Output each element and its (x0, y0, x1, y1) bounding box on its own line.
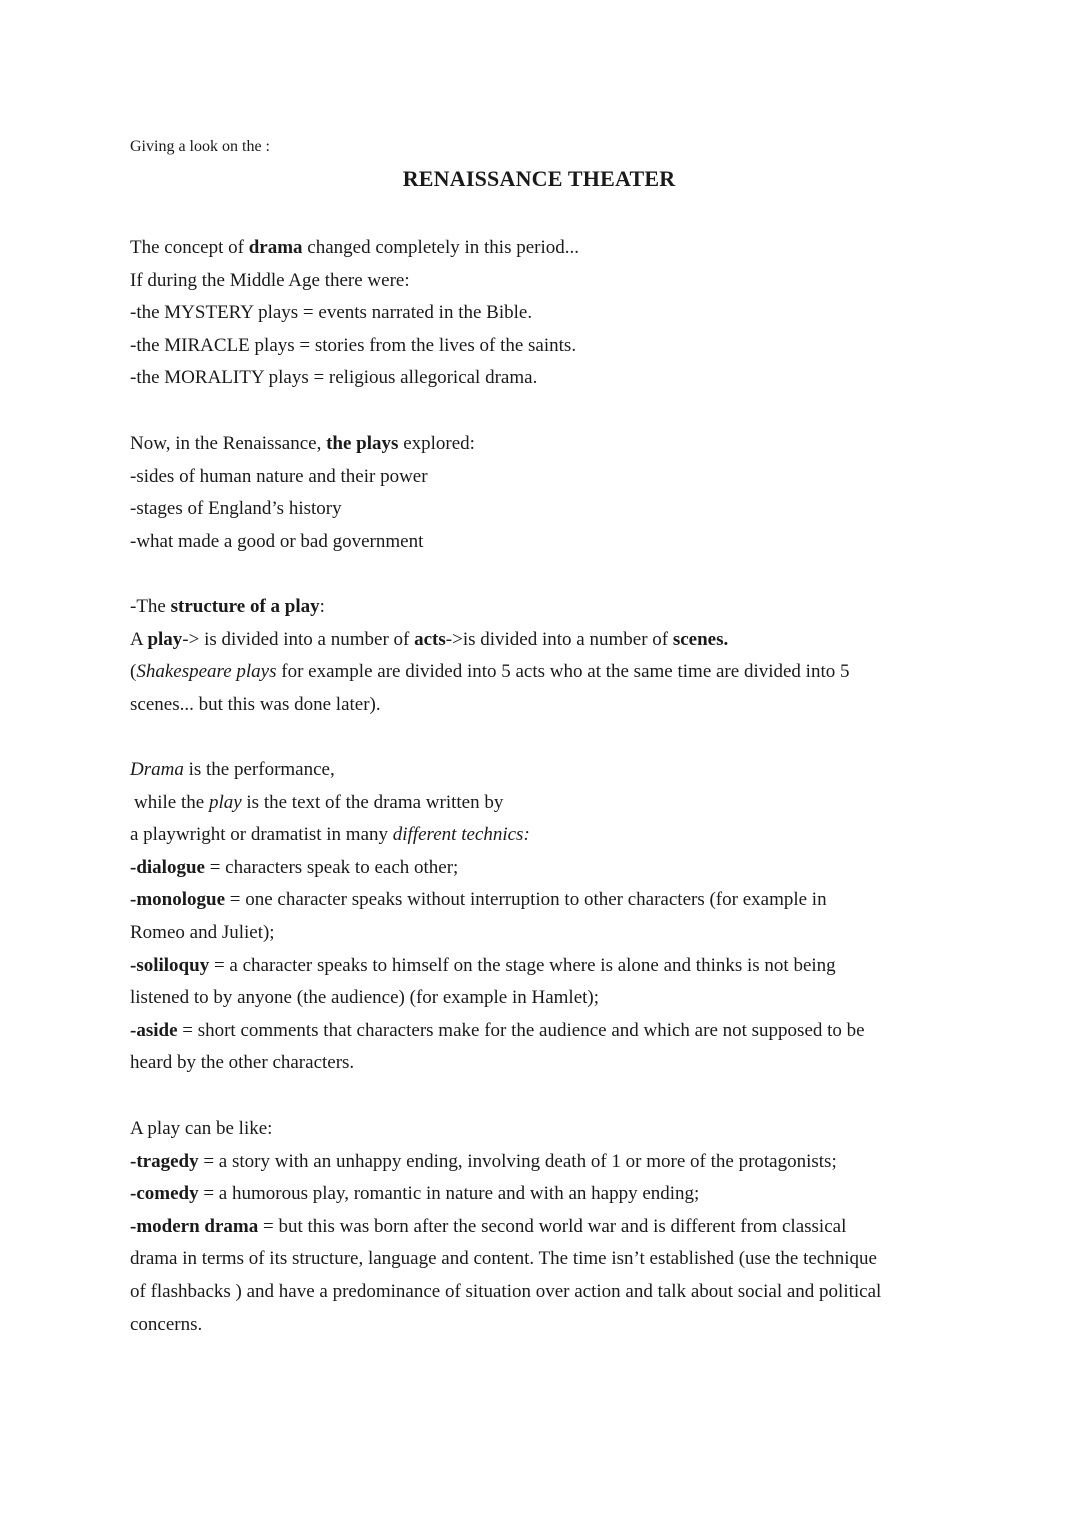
paragraph-line: A play can be like: (130, 1118, 273, 1139)
list-item: -the MIRACLE plays = stories from the lives of the saints. (130, 334, 577, 356)
list-item: -monologue = one character speaks without interruption to other characters (for example in (130, 889, 827, 911)
paragraph-line: drama in terms of its structure, language and content. The time isn’t established (use the technique (130, 1248, 877, 1270)
list-item: -aside = short comments that characters make for the audience and which are not supposed to be (130, 1019, 865, 1041)
paragraph-line: (Shakespeare plays for example are divided into 5 acts who at the same time are divided into 5 (130, 661, 850, 683)
paragraph-line: If during the Middle Age there were: (130, 269, 410, 291)
list-item: -what made a good or bad government (130, 530, 424, 552)
page-title: RENAISSANCE THEATER (402, 166, 676, 191)
paragraph-line: Drama is the performance, (130, 759, 335, 780)
paragraph-line: of flashbacks ) and have a predominance of situation over action and talk about social and political (130, 1280, 882, 1302)
paragraph-line: scenes... but this was done later). (130, 693, 381, 715)
section-drama-concept (130, 232, 960, 395)
paragraph-line: listened to by anyone (the audience) (for example in Hamlet); (130, 987, 600, 1009)
paragraph-line: -The structure of a play: (130, 596, 325, 617)
paragraph-line: while the play is the text of the drama written by (134, 791, 504, 813)
intro-text: Giving a look on the : (130, 138, 270, 155)
paragraph-line: Now, in the Renaissance, the plays explored: (130, 433, 475, 454)
section-play-types (130, 1113, 960, 1341)
section-drama-techniques (130, 754, 960, 1080)
list-item: -comedy = a humorous play, romantic in nature and with an happy ending; (130, 1183, 700, 1205)
paragraph-line: concerns. (130, 1313, 203, 1335)
section-play-structure (130, 591, 960, 721)
list-item: -stages of England’s history (130, 498, 342, 520)
paragraph-line: A play-> is divided into a number of acts->is divided into a number of scenes. (130, 628, 729, 650)
list-item: -the MORALITY plays = religious allegorical drama. (130, 367, 538, 389)
paragraph-line: a playwright or dramatist in many different technics: (130, 824, 530, 846)
section-renaissance-plays (130, 428, 960, 558)
list-item: -the MYSTERY plays = events narrated in the Bible. (130, 302, 533, 324)
list-item: -sides of human nature and their power (130, 465, 428, 487)
paragraph-line: The concept of drama changed completely in this period... (130, 237, 580, 258)
list-item: -modern drama = but this was born after the second world war and is different from classical (130, 1215, 847, 1237)
paragraph-line: heard by the other characters. (130, 1052, 355, 1074)
paragraph-line: Romeo and Juliet); (130, 921, 275, 943)
list-item: -soliloquy = a character speaks to himself on the stage where is alone and thinks is not being (130, 954, 836, 976)
list-item: -dialogue = characters speak to each other; (130, 856, 459, 878)
list-item: -tragedy = a story with an unhappy ending, involving death of 1 or more of the protagonists; (130, 1150, 837, 1172)
